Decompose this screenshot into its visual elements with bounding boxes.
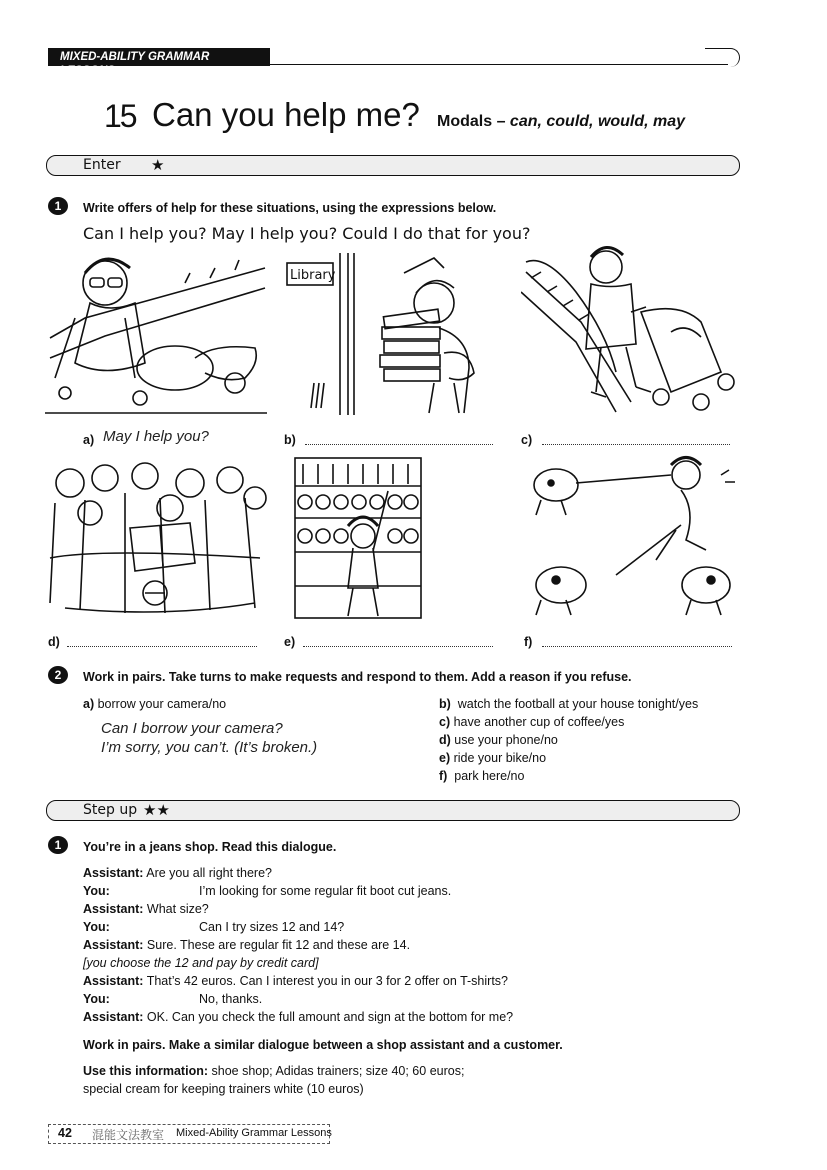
dialogue-text: OK. Can you check the full amount and sign at the bottom for me? — [146, 1010, 514, 1024]
request-item-f — [439, 769, 524, 783]
answer-line-b[interactable] — [305, 444, 493, 445]
stepup-band — [46, 800, 740, 821]
dialogue-line — [83, 884, 451, 898]
item-label: b) — [439, 697, 451, 711]
item-label: e) — [439, 751, 451, 765]
speaker-label: You: — [83, 992, 110, 1006]
answer-line-d[interactable] — [67, 646, 257, 647]
item-text: ride your bike/no — [453, 751, 547, 765]
item-text: watch the football at your house tonight/yes — [457, 697, 699, 711]
stepup-label: Step up — [83, 802, 138, 818]
speaker-label: Assistant: — [83, 1010, 144, 1024]
dialogue-line — [83, 902, 209, 916]
dialogue-text: [you choose the 12 and pay by credit card] — [83, 956, 319, 970]
info-label: Use this information: — [83, 1064, 209, 1078]
info-text: shoe shop; Adidas trainers; size 40; 60 euros; — [211, 1064, 465, 1078]
request-item-a — [83, 697, 226, 711]
item-label: a) — [83, 697, 95, 711]
enter-band — [46, 155, 740, 176]
dialogue-text: What size? — [146, 902, 209, 916]
illustration-crowd-tourist — [45, 458, 267, 622]
exercise-instruction: You’re in a jeans shop. Read this dialogue. — [83, 840, 337, 854]
dialogue-line — [83, 866, 272, 880]
header-corner-rule — [705, 48, 740, 67]
speaker-label: You: — [83, 884, 110, 898]
exercise-number-badge: 1 — [48, 197, 68, 215]
illustration-supermarket-shelf — [293, 456, 423, 620]
footer-chinese-title: 混能文法教室 — [92, 1128, 165, 1142]
exercise-instruction: Work in pairs. Take turns to make requests and respond to them. Add a reason if you refuse. — [83, 670, 632, 684]
dialogue-line — [83, 974, 508, 988]
dialogue-text: Can I try sizes 12 and 14? — [199, 920, 345, 934]
request-item-d — [439, 733, 558, 747]
request-item-b — [439, 697, 698, 711]
item-text: borrow your camera/no — [97, 697, 227, 711]
dialogue-text: I’m looking for some regular fit boot cut jeans. — [199, 884, 452, 898]
answer-line-f[interactable] — [542, 646, 732, 647]
footer-english-title: Mixed-Ability Grammar Lessons — [176, 1127, 332, 1139]
dialogue-line — [83, 992, 262, 1006]
subtitle-modals: can, could, would, may — [509, 113, 686, 130]
stepup-stars: ★★ — [143, 802, 170, 819]
enter-label: Enter — [83, 157, 121, 173]
lesson-subtitle — [437, 113, 685, 131]
exercise-instruction: Write offers of help for these situations, using the expressions below. — [83, 201, 497, 215]
subtitle-prefix: Modals – — [437, 113, 506, 130]
item-text: use your phone/no — [454, 733, 558, 747]
dialogue-line — [83, 920, 344, 934]
dialogue-text: Sure. These are regular fit 12 and these are 14. — [146, 938, 411, 952]
info-line-2: special cream for keeping trainers white (10 euros) — [83, 1082, 364, 1096]
speaker-label: Assistant: — [83, 974, 144, 988]
speaker-label: Assistant: — [83, 866, 144, 880]
illustration-dogs-walker — [521, 455, 745, 620]
answer-line-e[interactable] — [303, 646, 493, 647]
answer-label-f: f) — [524, 635, 533, 649]
illustration-library-books — [284, 253, 494, 415]
item-label: f) — [439, 769, 448, 783]
illustration-escalator-pram — [521, 242, 745, 415]
item-label: c) — [439, 715, 451, 729]
item-text: park here/no — [454, 769, 525, 783]
request-item-c — [439, 715, 624, 729]
answer-label-e: e) — [284, 635, 296, 649]
page-number: 42 — [58, 1126, 72, 1140]
series-tab: MIXED-ABILITY GRAMMAR LESSONS — [48, 48, 270, 66]
lesson-number: 15 — [104, 98, 136, 134]
item-text: have another cup of coffee/yes — [453, 715, 625, 729]
dialogue-text: No, thanks. — [199, 992, 263, 1006]
enter-stars: ★ — [151, 157, 165, 174]
library-sign-text: Library — [290, 268, 336, 283]
request-item-e — [439, 751, 546, 765]
speaker-label: Assistant: — [83, 938, 144, 952]
info-line — [83, 1064, 464, 1078]
answer-a-text: May I help you? — [103, 428, 209, 445]
example-request: Can I borrow your camera? — [101, 720, 283, 737]
illustration-fallen-man — [45, 248, 267, 414]
example-response: I’m sorry, you can’t. (It’s broken.) — [101, 739, 318, 756]
header-rule — [48, 64, 728, 65]
exercise-number-badge: 1 — [48, 836, 68, 854]
item-label: d) — [439, 733, 451, 747]
dialogue-line — [83, 1010, 513, 1024]
speaker-label: You: — [83, 920, 110, 934]
lesson-title: Can you help me? — [152, 96, 420, 133]
answer-line-c[interactable] — [542, 444, 730, 445]
dialogue-line — [83, 938, 410, 952]
pair-instruction: Work in pairs. Make a similar dialogue between a shop assistant and a customer. — [83, 1038, 563, 1052]
expressions-list: Can I help you? May I help you? Could I do that for you? — [83, 224, 531, 243]
speaker-label: Assistant: — [83, 902, 144, 916]
answer-label-a: a) — [83, 433, 95, 447]
exercise-number-badge: 2 — [48, 666, 68, 684]
dialogue-text: Are you all right there? — [146, 866, 272, 880]
answer-label-d: d) — [48, 635, 60, 649]
answer-label-c: c) — [521, 433, 533, 447]
dialogue-text: That’s 42 euros. Can I interest you in our 3 for 2 offer on T-shirts? — [146, 974, 508, 988]
answer-label-b: b) — [284, 433, 296, 447]
dialogue-stage-direction — [83, 956, 319, 970]
